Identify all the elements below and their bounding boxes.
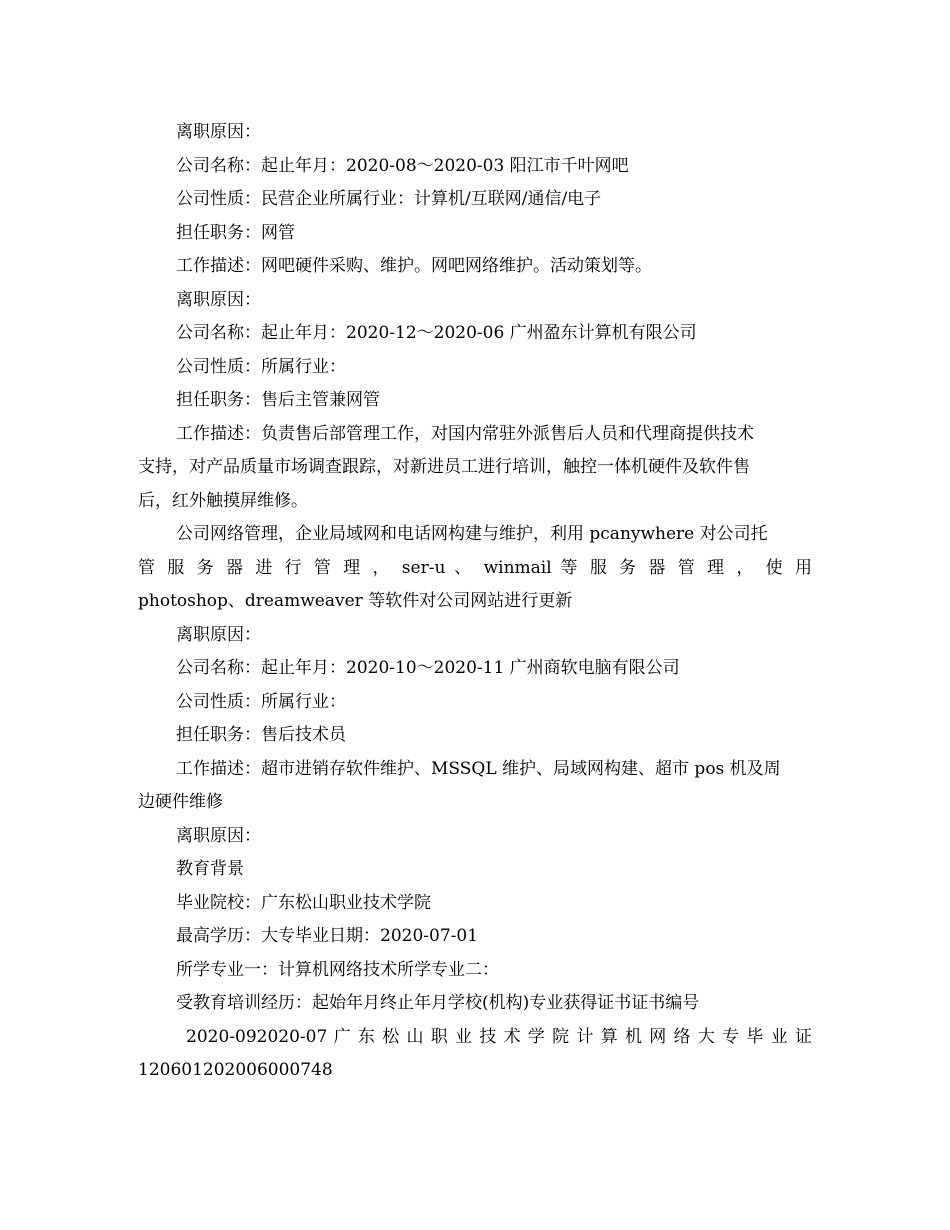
- text-line: 管 服 务 器 进 行 管 理 ， ser-u 、 winmail 等 服 务 器 管 理 ， 使 用: [138, 557, 812, 578]
- text-line: 支持，对产品质量市场调查跟踪，对新进员工进行培训，触控一体机硬件及软件售: [138, 457, 750, 477]
- text-line: 所学专业一：计算机网络技术所学专业二：: [176, 959, 499, 980]
- text-line: 离职原因：: [176, 122, 261, 142]
- text-line: 公司性质：所属行业：: [176, 356, 346, 377]
- text-line: 120601202006000748: [138, 1060, 333, 1080]
- text-line: 工作描述：负责售后部管理工作，对国内常驻外派售后人员和代理商提供技术: [176, 423, 754, 444]
- section-heading: 教育背景: [176, 859, 244, 879]
- text-line: 离职原因：: [176, 624, 261, 645]
- text-line: 担任职务：网管: [176, 222, 295, 243]
- text-line: 公司名称：起止年月：2020-08～2020-03 阳江市千叶网吧: [176, 155, 629, 176]
- text-line: 公司性质：民营企业所属行业：计算机/互联网/通信/电子: [176, 189, 602, 209]
- text-line: 后，红外触摸屏维修。: [138, 490, 308, 511]
- text-line: 毕业院校：广东松山职业技术学院: [176, 892, 431, 913]
- text-line: 离职原因：: [176, 825, 261, 846]
- text-line: photoshop、dreamweaver 等软件对公司网站进行更新: [138, 591, 573, 611]
- text-line: 工作描述：网吧硬件采购、维护。网吧网络维护。活动策划等。: [176, 256, 652, 276]
- text-line: 最高学历：大专毕业日期：2020-07-01: [176, 926, 479, 946]
- text-line: 受教育培训经历：起始年月终止年月学校(机构)专业获得证书证书编号: [176, 993, 700, 1013]
- text-line: 公司网络管理，企业局域网和电话网构建与维护，利用 pcanywhere 对公司托: [176, 524, 768, 544]
- text-line: 工作描述：超市进销存软件维护、MSSQL 维护、局域网构建、超市 pos 机及周: [176, 758, 781, 779]
- text-line: 公司性质：所属行业：: [176, 691, 346, 712]
- text-line: 担任职务：售后主管兼网管: [176, 390, 380, 410]
- text-line: 离职原因：: [176, 289, 261, 310]
- text-line: 担任职务：售后技术员: [176, 725, 346, 745]
- text-line: 边硬件维修: [138, 792, 223, 812]
- text-line: 2020-092020-07 广 东 松 山 职 业 技 术 学 院 计 算 机 网 络 大 专 毕 业 证: [186, 1026, 812, 1047]
- document-body: [138, 116, 812, 1088]
- text-line: 公司名称：起止年月：2020-10～2020-11 广州商软电脑有限公司: [176, 658, 680, 678]
- text-line: 公司名称：起止年月：2020-12～2020-06 广州盈东计算机有限公司: [176, 323, 697, 343]
